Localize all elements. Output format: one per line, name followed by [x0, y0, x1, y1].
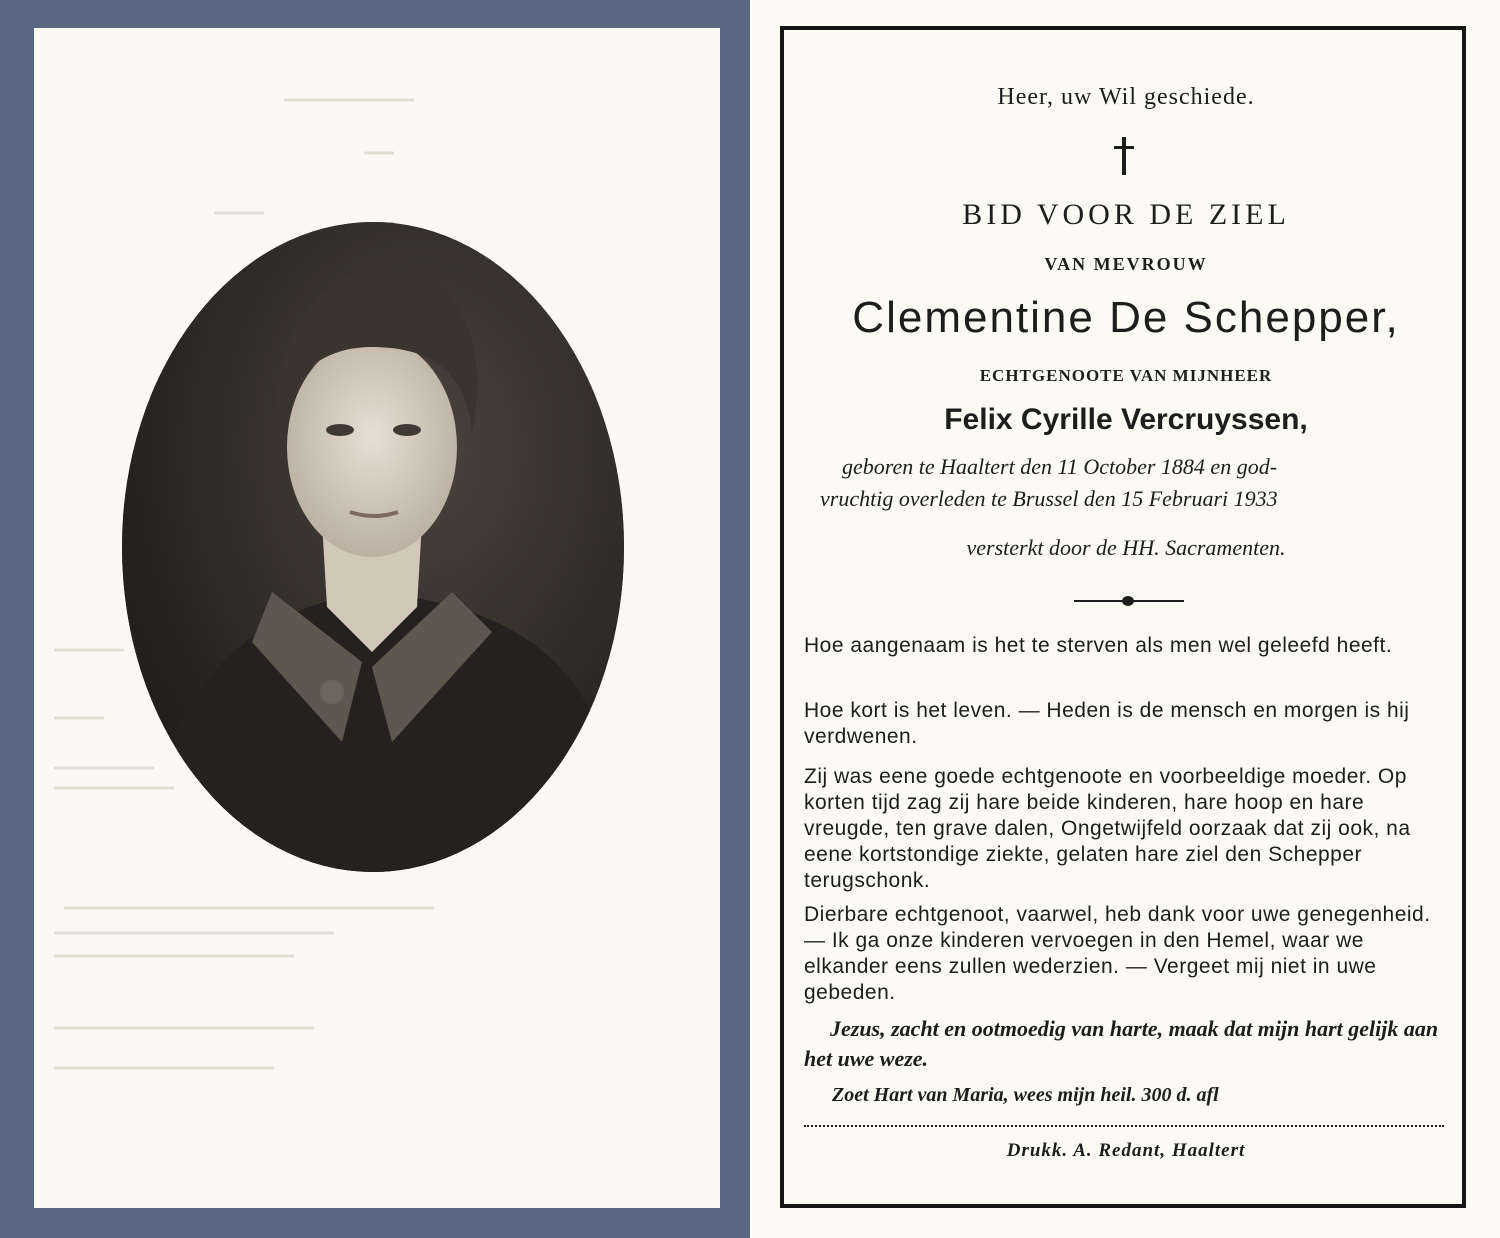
birth-line: geboren te Haaltert den 11 October 1884 en god- [842, 454, 1278, 479]
paragraph-1: Hoe aangenaam is het te sterven als men wel geleefd heeft. [804, 634, 1393, 657]
paragraph-2: Hoe kort is het leven. — Heden is de mensch en morgen is hij verdwenen. [804, 699, 1410, 748]
deceased-name: Clementine De Schepper, [852, 293, 1400, 342]
spouse-name: Felix Cyrille Vercruyssen, [944, 403, 1308, 436]
memorial-text-card [752, 0, 1500, 1238]
paragraph-4: Dierbare echtgenoot, vaarwel, heb dank voor uwe genegenheid. — Ik ga onze kinderen vervoegen in den Hemel, waar we elkander eens zullen wederzien. — Vergeet mij niet in uwe gebeden. [804, 903, 1431, 1004]
portrait-photo [122, 222, 624, 872]
cross-icon-bar [1114, 146, 1134, 149]
heading: BID VOOR DE ZIEL [962, 198, 1290, 231]
death-line: vruchtig overleden te Brussel den 15 Februari 1933 [820, 486, 1278, 511]
paragraph-3: Zij was eene goede echtgenoote en voorbeeldige moeder. Op korten tijd zag zij hare beide kinderen, hare hoop en hare vreugde, ten grave dalen, Ongetwijfeld oorzaak dat zij ook, na eene kortstondige ziekte, gelaten hare ziel den Schepper terugschonk. [804, 765, 1411, 892]
subheading: VAN MEVROUW [1044, 254, 1208, 274]
printer-credit: Drukk. A. Redant, Haaltert [1006, 1140, 1246, 1161]
photo-card [34, 28, 720, 1208]
spouse-intro: ECHTGENOOTE VAN MIJNHEER [979, 366, 1273, 385]
sacraments-line: versterkt door de HH. Sacramenten. [966, 535, 1286, 560]
opening-verse: Heer, uw Wil geschiede. [997, 84, 1255, 110]
prayer-jesus: Jezus, zacht en ootmoedig van harte, maak dat mijn hart gelijk aan het uwe weze. [804, 1016, 1439, 1071]
cross-icon [1122, 137, 1126, 175]
divider-ornament-center [1122, 596, 1134, 606]
prayer-maria: Zoet Hart van Maria, wees mijn heil. 300 d. afl [832, 1084, 1219, 1106]
dotted-separator [804, 1125, 1444, 1127]
